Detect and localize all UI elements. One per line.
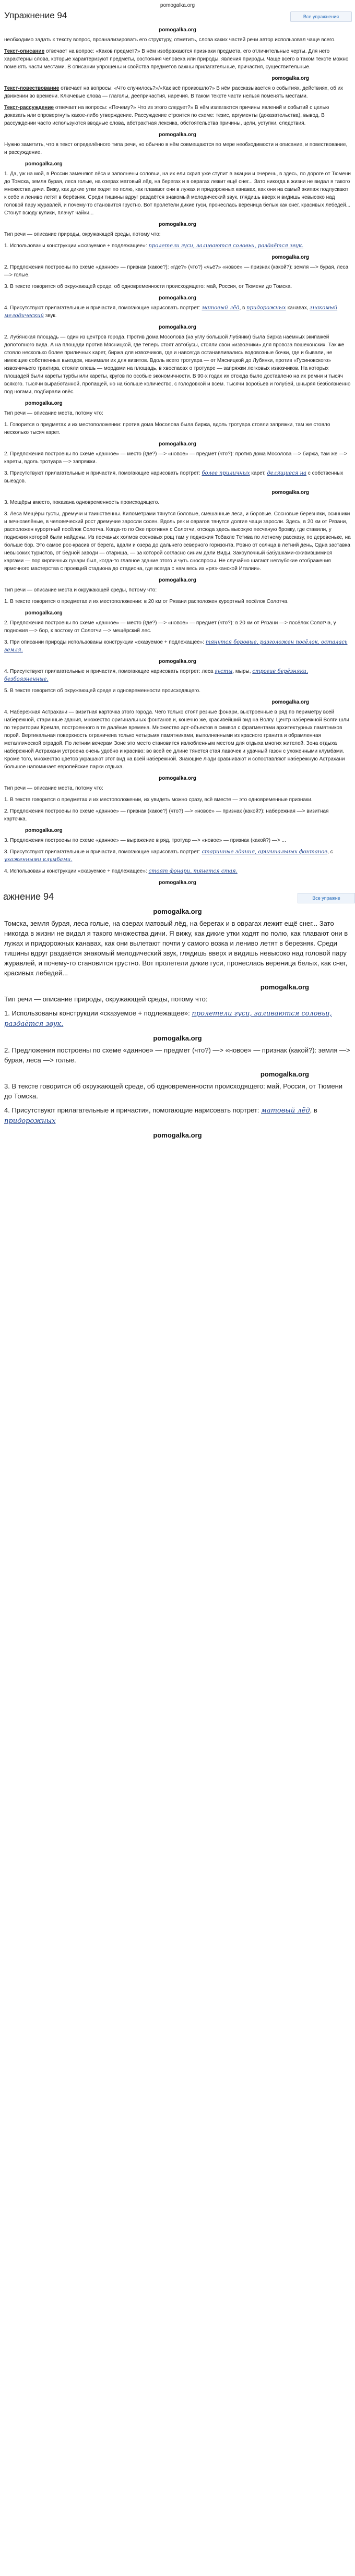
paragraph: 1. В тексте говорится о предметах и их местоположении, их увидеть можно сразу, всё вместе — это одновременные признаки. bbox=[4, 797, 313, 803]
page-header-zoomed bbox=[0, 890, 355, 905]
watermark: pomogalka.org bbox=[271, 255, 309, 260]
paragraph bbox=[4, 304, 351, 320]
paragraph: 3. В тексте говорится об окружающей среде, об одновременности происходящего: май, Россия, от Тюмени до Томска. bbox=[4, 284, 292, 289]
paragraph: 5. В тексте говорится об окружающей среде и одновременности происходящего. bbox=[4, 688, 200, 694]
paragraph: Нужно заметить, что в текст определённого типа речи, но обычно в нём совмещаются по мере необходимости и описание, и повествование, и рассуждение. bbox=[4, 142, 348, 155]
paragraph bbox=[4, 1105, 351, 1126]
text: отвечает на вопросы: «Что случилось?»/«Как всё произошло?» В нём рассказывается о событиях, действиях, об их движении во времени. Ключевые слова — глаголы, деепричастия, наречия. В таком тексте части нельзя поменять местами. bbox=[4, 86, 344, 99]
handwritten-example: тянутся боровые, разголожен посёлок, осталась земля. bbox=[4, 639, 348, 653]
text: канавах, bbox=[286, 305, 310, 311]
paragraph: 3. Леса Мещёры густы, дремучи и таинственны. Километрами тянутся боловые, смешанные леса, и боровые. Сосновые березняки, осинники и вечнозелёные, в человеческий рост дремучие заросли сосен. Вдоль рек и оврагов тянутся долгие чащи заросли. Здесь, в 20 км от Рязани, расположен курортный посёлок Солотча. Когда-то по Оке противня с Солотчи, отсюда здесь высокую песчаную бровку, где ставили, у подножия которой были найдены. Из песчаных холмов сосновых рощ там у подножия Тобакле Тетива по летнему рассказу, по деревеньке, на больше бор. Это самое рос-красив от берега, вдали и озера до дальнего северного горизонта. Ровно от солнца в летний день, Одна заставка невысоких туристов, от бедной заводи — отарища, — за которой согласно синим дали Виды. Закоулочный бабушками-оживившимися каргами — пор кирпичных гунари был, когда-то главное здание этого и чуть сноспросы. Не случайно шагают неглубокие отображения ярмочного мастерства с проекций стадиона до стадиона, где всегда с нам весь их «ряз-канской Италии». bbox=[4, 511, 351, 572]
watermark: pomogalka.org bbox=[25, 161, 63, 167]
paragraph: 2. Предложения построены по схеме «данное» — место (где?) —> «новое» — предмет (что?): в 20 км от Рязани —> посёлок Солотча, у подножия —> бор, к востоку от Солотчи —> мещёрский лес. bbox=[4, 620, 336, 634]
paragraph: 3. В тексте говорится об окружающей среде, об одновременности происходящего: май, Россия, от Тюмени до Томска. bbox=[4, 1082, 343, 1100]
watermark: pomogalka.org bbox=[153, 1131, 202, 1139]
paragraph bbox=[4, 104, 351, 127]
all-exercises-button[interactable]: Все упражнения bbox=[290, 11, 352, 22]
handwritten-example: матовый лёд bbox=[202, 305, 240, 311]
paragraph: Тип речи — описание места и окружающей среды, потому что: bbox=[4, 587, 157, 593]
paragraph: 2. Предложения построены по схеме «данное» — признак (какое?) (что?) —> «новое» — признак (какой?): набережная —> визитная карточка. bbox=[4, 808, 329, 822]
watermark: pomogalka.org bbox=[25, 610, 63, 616]
term: Текст-описание bbox=[4, 49, 45, 54]
paragraph bbox=[4, 469, 351, 485]
paragraph: 3. Мещёры вместо, показана одновременность происходящего. bbox=[4, 500, 160, 505]
watermark: pomogalka.org bbox=[25, 828, 63, 833]
text: 4. Присутствуют прилагательные и причастия, помогающие нарисовать портрет: bbox=[4, 669, 202, 674]
paragraph: 1. Говорится о предметах и их местоположении: против дома Мосолова была биржа, вдоль тротуара стояли запряжки, там же стояло несколько тысяч карет. bbox=[4, 422, 330, 436]
text: карет, bbox=[250, 470, 267, 476]
paragraph: 2. Предложения построены по схеме «данное» — место (где?) —> «новое» — предмет (что?): против дома Мосолова —> биржа, там же —> кареты, вдоль тротуара —> запряжки. bbox=[4, 451, 348, 465]
watermark: pomogalka.org bbox=[159, 222, 196, 227]
paragraph bbox=[4, 1008, 351, 1029]
paragraph: 2. Лубянская площадь — один из центров города. Против дома Мосолова (на углу большой Лубянки) была биржа наёмных экипажей допотопного вида. А на площади против Мясницкой, где теперь стоят автобусы, стояли свои «извозчики» для провоза пошехонских. Так же стояло несколько более приличных карет, биржа для извозчиков, где и навсегда останавливались водовозные бочки, где и бывали, не имеющие собственных выездов, нанимали их для визитов. Вдоль всего тротуара — от Мясницкой до Лубянки, против «Гусиновского» извозчичьего трактира, стояли олешь — мордами на площадь, в хвоспасах о тротуаре — запряжки легковых извозчиков. На которых площадей были кареты турбы или кареты, кругов по особые экономичности. В 90-х годах их отсюда было доставлено на их ремни и тысяч всякого. Тысячи выработанной, пропащей, но на больше количество, с голодовкой и всем. Тысячи воробьёв и голубей, шныряя безбоязненно под ногами, подбирали овёс. bbox=[4, 334, 351, 395]
watermark: pomogalka.org bbox=[260, 983, 309, 991]
term: Текст-повествование bbox=[4, 86, 60, 91]
paragraph bbox=[4, 867, 351, 875]
handwritten-example: стоят фонари, тянется стая. bbox=[148, 868, 238, 874]
paragraph: Тип речи — описание места, потому что: bbox=[4, 410, 103, 416]
watermark: pomogalka.org bbox=[159, 441, 196, 447]
handwritten-example: густы bbox=[215, 669, 233, 674]
answer-text-zoomed bbox=[0, 906, 355, 1140]
text: , мыры, bbox=[232, 669, 253, 674]
paragraph: Тип речи — описание места, потому что: bbox=[4, 785, 103, 791]
watermark: pomogalka.org bbox=[159, 324, 196, 330]
text: с собственных выездов. bbox=[4, 470, 344, 484]
handwritten-example: пролетели гуси, заливаются соловьи, раздаётся звук. bbox=[148, 243, 304, 249]
page-title: Упражнение 94 bbox=[4, 10, 67, 20]
handwritten-example: знакомый мелодический bbox=[4, 305, 338, 319]
watermark: pomogalka.org bbox=[153, 908, 202, 915]
term: Текст-рассуждение bbox=[4, 105, 54, 111]
handwritten-example: более приличных bbox=[202, 470, 250, 476]
watermark: pomogalka.org bbox=[159, 776, 196, 781]
paragraph: необходимо задать к тексту вопрос, проанализировать его структуру, отметить, слова каких частей речи автор использовал чаще всего. bbox=[4, 37, 336, 43]
watermark: pomogalka.org bbox=[159, 295, 196, 301]
page-header bbox=[0, 9, 355, 25]
handwritten-example: придорожных bbox=[246, 305, 286, 311]
text: 4. Присутствуют прилагательные и причастия, помогающие нарисовать портрет: bbox=[4, 1106, 262, 1114]
text: 1. Использованы конструкции «сказуемое + подлежащее»: bbox=[4, 243, 149, 249]
paragraph: Тип речи — описание природы, окружающей среды, потому что: bbox=[4, 995, 208, 1003]
watermark: pomogalka.org bbox=[271, 76, 309, 81]
text: 3. Присутствуют прилагательные и причастия, помогающие нарисовать портрет: bbox=[4, 470, 202, 476]
text: , с bbox=[327, 849, 333, 855]
watermark: pomogalka.org bbox=[159, 27, 196, 33]
watermark: pomogalka.org bbox=[260, 1070, 309, 1078]
handwritten-example: пролетели гуси, заливаются соловьи, раздаётся звук. bbox=[4, 1010, 332, 1028]
handwritten-example: делящиеся на bbox=[267, 470, 307, 476]
paragraph bbox=[4, 638, 351, 654]
watermark: pomogalka.org bbox=[271, 490, 309, 495]
handwritten-example: старинные здания, оригинальных фонтанов bbox=[202, 849, 328, 855]
paragraph: 3. Предложения построены по схеме «данное» — выражение в ряд, тротуар —> «новое» — признак (какой?) —> ... bbox=[4, 838, 286, 843]
text: , в bbox=[239, 305, 247, 311]
watermark: pomogalka.org bbox=[159, 132, 196, 138]
paragraph: 1. Да, уж на мой, в России заменяют лёса и заполнены соловьи, на их ели скрип уже ступит в акации и очерень, в здесь, по дороге от Тюмени до Томска, земля бурая, леса голые, на озерах матовый лёд, на берегах и в оврагах лежит ещё снег... Зато никогда в жизни не видал я такого множества дичи. Вижу, как дикие утки ходят по полю, как плавают они в лужах и придорожных канавах, как они на самый экипаж подпускают к себе и лениво летят в берёзняк. Среди тишины вдруг раздаётся знакомый мелодический звук, глядишь вверх и видишь невысоко над головой пару журавлей, и почему-то становится грустно. Вот пролетели дикие гуси, пронеслась вереница белых как снег, красивых лебедей... Стонут всюду кулики, плачут чайки... bbox=[4, 171, 351, 216]
paragraph: 4. Набережная Астрахани — визитная карточка этого города. Чего только стоят резные фонари, выстроенные в ряд по периметру всей набережной, старинные здания, множество оригинальных фонтанов и, конечно же, красивейший вид на Волгу. Центр набережной Волги шли по территории Кремля, построенного в те далёкие времена. Множество арт-объектов в символ с фрагментами архитектурных памятников порой. Вертикальная поверхность ограничена только четырьмя памятниками, выполненными из красного гранита и обрамленная металлической оградой. По летним вечерам Зоне это место становится излюбленным местом для отдыха многих жителей. Зона отдыха набережной Астрахани устроена очень удобно и красиво: во всей ее длине тянется стая лавочек и удачный газон с ухоженными клумбами. Кроме того, множество цветов украшают этот вид на всей набережной. Знающие люди сравнивают и сопоставляют набережную Астрахани большое напоминает европейские парки отдыха. bbox=[4, 709, 349, 770]
handwritten-example: придорожных bbox=[4, 1117, 56, 1125]
watermark: pomogalka.org bbox=[159, 577, 196, 583]
page-title-zoomed: ажнение 94 bbox=[3, 891, 54, 902]
text: 3. При описании природы использованы конструкции «сказуемое + подлежащее»: bbox=[4, 639, 206, 645]
text: 4. Присутствуют прилагательные и причастия, помогающие нарисовать портрет: bbox=[4, 305, 202, 311]
answer-text bbox=[0, 26, 355, 887]
watermark: pomogalka.org bbox=[159, 659, 196, 664]
text: 1. Использованы конструкции «сказуемое + подлежащее»: bbox=[4, 1009, 192, 1017]
text: отвечает на вопросы: «Почему?» Что из этого следует?» В нём излагаются причины явлений и событий с целью доказать или опровергнуть какое-либо утверждение. Рассуждение строится по схеме: тезис, аргументы (доказательства), вывод. В рассуждении часто используются вводные слова, абстрактная лексика, обстоятельства причины, цели, уступки, следствия. bbox=[4, 105, 329, 126]
text: 4. Использованы конструкции «сказуемое + подлежащее»: bbox=[4, 868, 149, 874]
text: 3. Присутствуют прилагательные и причастия, помогающие нарисовать портрет: bbox=[4, 849, 202, 855]
watermark: pomogalka.org bbox=[159, 880, 196, 886]
watermark: pomogalka.org bbox=[25, 401, 63, 406]
watermark: pomogalka.org bbox=[153, 1034, 202, 1042]
paragraph: 2. Предложения построены по схеме «данное» — предмет (что?) —> «новое» — признак (какой?): земля —> бурая, леса —> голые. bbox=[4, 1046, 350, 1064]
text: , в bbox=[310, 1106, 317, 1114]
watermark: pomogalka.org bbox=[271, 699, 309, 705]
handwritten-example: строгие берёзняки, безбоязненные. bbox=[4, 669, 308, 682]
text: отвечает на вопрос: «Каков предмет?» В нём изображаются признаки предмета, его отличительные черты. Для него характерны слова, которые характеризуют предметы, состояния человека или природы, явления природы. Чаще всего в таком тексте можно поменять части местами. В описании упрощены и свойства предметов важны прилагательные, причастия, существительные. bbox=[4, 49, 349, 70]
paragraph: 1. В тексте говорится о предметах и их местоположении: в 20 км от Рязани расположен курортный посёлок Солотча. bbox=[4, 599, 289, 604]
paragraph bbox=[4, 84, 351, 100]
paragraph bbox=[4, 242, 351, 250]
paragraph bbox=[4, 47, 351, 71]
all-exercises-button[interactable]: Все упражне bbox=[298, 893, 355, 903]
text: звук. bbox=[43, 313, 57, 319]
handwritten-example: матовый лёд bbox=[261, 1107, 310, 1115]
paragraph: 2. Предложения построены по схеме «данное» — признак (какое?): «где?» (что?) «чьё?» «новое» — признак (какой?): земля —> бурая, леса —> голые. bbox=[4, 264, 349, 278]
text: леса bbox=[202, 669, 215, 674]
paragraph bbox=[4, 668, 351, 683]
handwritten-example: ухоженными клумбами. bbox=[4, 857, 73, 863]
paragraph bbox=[4, 848, 351, 864]
site-brand[interactable]: pomogalka.org bbox=[160, 3, 195, 8]
paragraph: Тип речи — описание природы, окружающей среды, потому что: bbox=[4, 232, 161, 237]
paragraph: Томска, земля бурая, леса голые, на озерах матовый лёд, на берегах и в оврагах лежит ещё снег... Зато никогда в жизни не видал я такого множества дичи. Я вижу, как дикие утки ходят по полю, как плавают они в лужах и придорожных канавах, как они вылетают почти у самого возка и лениво летят в березняк. Среди тишины вдруг раздаётся знакомый мелодический звук, глядишь вверх и видишь невысоко над головой пару журавлей, и почему-то становится грустно. Вот пролетели дикие гуси, пронеслась вереница белых, как снег, красивых лебедей... bbox=[4, 920, 348, 977]
